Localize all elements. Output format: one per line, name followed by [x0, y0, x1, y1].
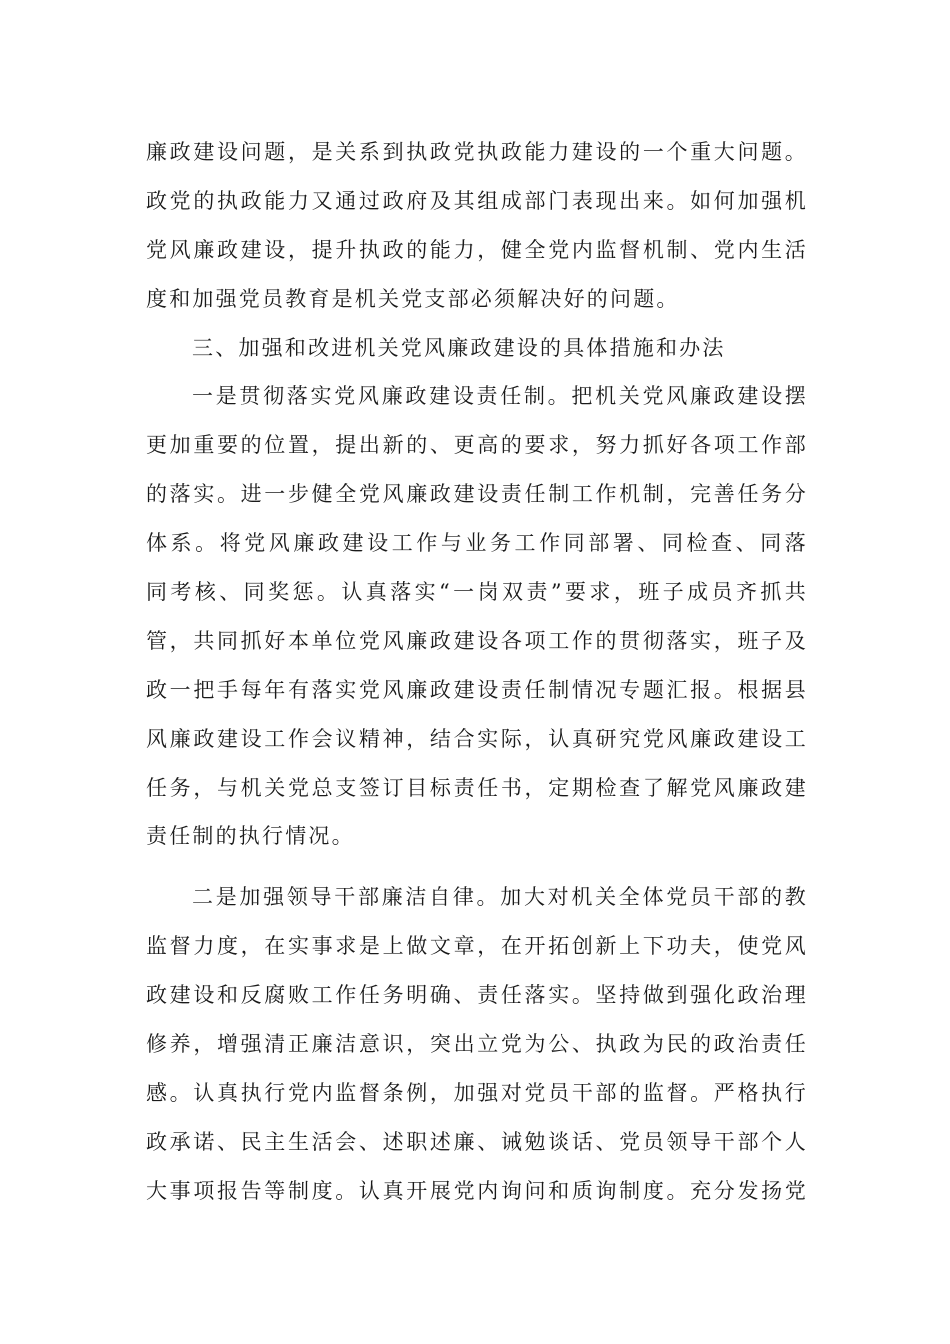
document-body — [146, 128, 808, 1216]
text-line: 政建设和反腐败工作任务明确、责任落实。坚持做到强化政治理 — [146, 983, 808, 1008]
paragraph-self-discipline — [146, 873, 808, 1215]
text-line: 任务，与机关党总支签订目标责任书，定期检查了解党风廉政建 — [146, 775, 808, 800]
heading-line: 三、加强和改进机关党风廉政建设的具体措施和办法 — [192, 335, 726, 360]
text-line: 的落实。进一步健全党风廉政建设责任制工作机制，完善任务分 — [146, 482, 808, 507]
paragraph-responsibility-system — [146, 372, 808, 861]
text-line: 一是贯彻落实党风廉政建设责任制。把机关党风廉政建设摆 — [192, 384, 808, 409]
text-line: 体系。将党风廉政建设工作与业务工作同部署、同检查、同落 — [146, 531, 808, 556]
text-line: 党风廉政建设，提升执政的能力，健全党内监督机制、党内生活 — [146, 237, 808, 262]
text-line: 监督力度，在实事求是上做文章，在开拓创新上下功夫，使党风 — [146, 934, 808, 959]
text-line: 感。认真执行党内监督条例，加强对党员干部的监督。严格执行 — [146, 1080, 808, 1105]
text-line: 风廉政建设工作会议精神，结合实际，认真研究党风廉政建设工 — [146, 726, 808, 751]
text-line: 大事项报告等制度。认真开展党内询问和质询制度。充分发扬党 — [146, 1178, 808, 1203]
section-heading — [146, 324, 808, 373]
text-line: 责任制的执行情况。 — [146, 824, 355, 849]
text-line: 度和加强党员教育是机关党支部必须解决好的问题。 — [146, 286, 680, 311]
text-line: 修养，增强清正廉洁意识，突出立党为公、执政为民的政治责任 — [146, 1032, 808, 1057]
text-line: 政承诺、民主生活会、述职述廉、诫勉谈话、党员领导干部个人 — [146, 1129, 808, 1154]
text-line: 政党的执政能力又通过政府及其组成部门表现出来。如何加强机 — [146, 188, 808, 213]
text-line: 二是加强领导干部廉洁自律。加大对机关全体党员干部的教 — [192, 885, 808, 910]
text-line: 政一把手每年有落实党风廉政建设责任制情况专题汇报。根据县 — [146, 677, 808, 702]
text-line: 更加重要的位置，提出新的、更高的要求，努力抓好各项工作部 — [146, 433, 808, 458]
text-line: 同考核、同奖惩。认真落实“一岗双责”要求，班子成员齐抓共 — [146, 580, 808, 605]
text-line: 管，共同抓好本单位党风廉政建设各项工作的贯彻落实，班子及 — [146, 628, 808, 653]
paragraph-continuation — [146, 128, 808, 324]
paragraph-spacer — [146, 861, 808, 873]
text-line: 廉政建设问题，是关系到执政党执政能力建设的一个重大问题。 — [146, 140, 808, 164]
